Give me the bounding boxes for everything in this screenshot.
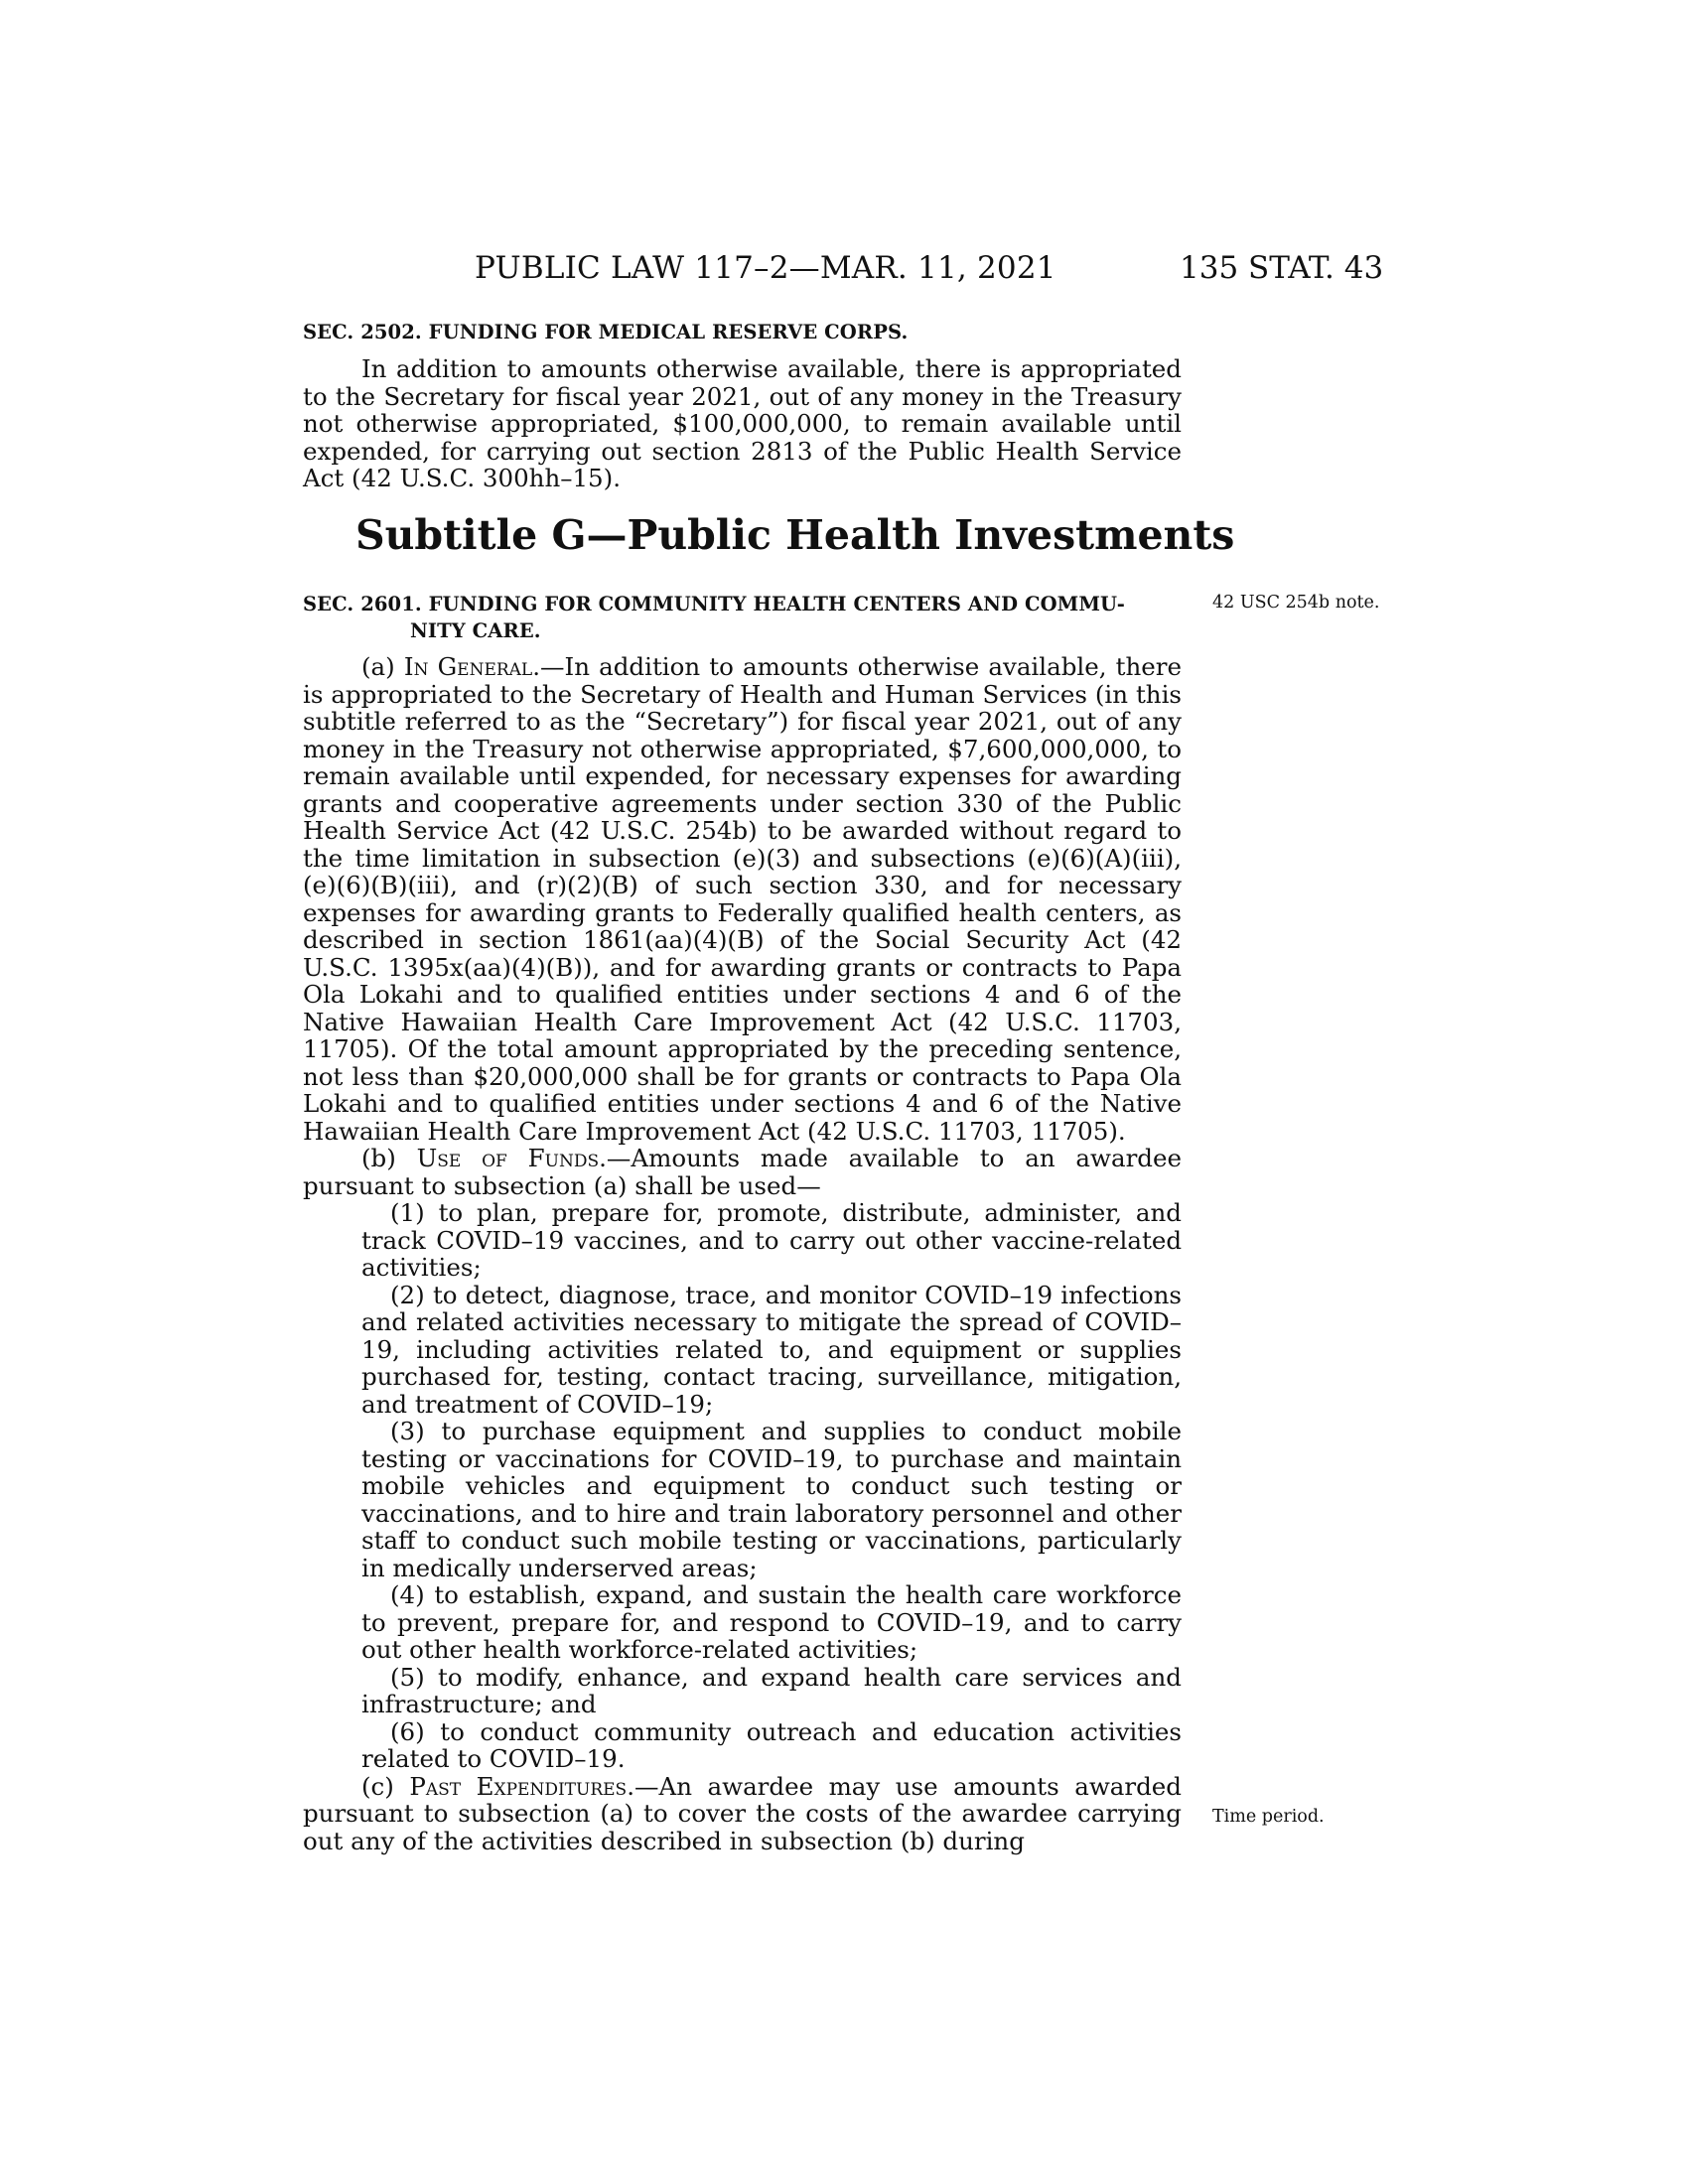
section-heading-line1: SEC. 2601. FUNDING FOR COMMUNITY HEALTH CENTERS AND COMMU- (303, 593, 1125, 615)
subsection-b: (b) Use of Funds.—Amounts made available to an awardee pursuant to subsection (a) shall be used— (303, 1144, 1182, 1200)
subsection-c-title: Past Expenditures (409, 1771, 628, 1801)
section-heading (303, 591, 1182, 644)
subsection-b-title: Use of Funds (416, 1144, 600, 1172)
paragraph-item-4: (4) to establish, expand, and sustain the health care workforce to prevent, prepare for, and respond to COVID–19, and to carry out other health workforce-related activities; (361, 1580, 1182, 1664)
subsection-c-text: An awardee may use amounts awarded pursuant to subsection (a) to cover the costs of the awardee carrying out any of the activities described in subsection (b) during (303, 1771, 1182, 1855)
paragraph-item-2: (2) to detect, diagnose, trace, and monitor COVID–19 infections and related activities necessary to mitigate the spread of COVID–19, including activities related to, and equipment or supplies purchased for, testing, contact tracing, surveillance, mitigation, and treatment of COVID–19; (361, 1280, 1182, 1419)
section-2502 (303, 319, 1182, 492)
paragraph-item-1: (1) to plan, prepare for, promote, distribute, administer, and track COVID–19 vaccines, and to carry out other vaccine-related activities; (361, 1198, 1182, 1282)
paragraph-item-5: (5) to modify, enhance, and expand health care services and infrastructure; and (361, 1662, 1182, 1718)
subsection-c-label: (c) (361, 1771, 394, 1801)
subtitle-heading: Subtitle G—Public Health Investments (355, 511, 1235, 559)
subsection-c: (c) Past Expenditures.—An awardee may use amounts awarded pursuant to subsection (a) to cover the costs of the awardee carrying out any of the activities described in subsection (b) during (303, 1771, 1182, 1855)
margin-note-usc: 42 USC 254b note. (1212, 593, 1380, 613)
paragraph-item-6: (6) to conduct community outreach and education activities related to COVID–19. (361, 1716, 1182, 1773)
section-heading-line2: NITY CARE. (410, 619, 541, 642)
section-paragraph: In addition to amounts otherwise available, there is appropriated to the Secretary for fiscal year 2021, out of any money in the Treasury not otherwise appropriated, $100,000,000, to remain available until expended, for carrying out section 2813 of the Public Health Service Act (42 U.S.C. 300hh–15). (303, 354, 1182, 492)
subsection-a-label: (a) (361, 652, 395, 681)
subsection-a-title: In General (403, 652, 533, 681)
subsection-b-label: (b) (361, 1144, 396, 1172)
margin-note-time-period: Time period. (1212, 1807, 1325, 1827)
subsection-a-text: In addition to amounts otherwise available, there is appropriated to the Secretary of Health and Human Services (in this subtitle referred to as the “Secretary”) for fiscal year 2021, out of any money in the Treasury not otherwise appropriated, $7,600,000,000, to remain available until expended, for necessary expenses for awarding grants and cooperative agreements under section 330 of the Public Health Service Act (42 U.S.C. 254b) to be awarded without regard to the time limitation in subsection (e)(3) and subsections (e)(6)(A)(iii), (e)(6)(B)(iii), and (r)(2)(B) of such section 330, and for necessary expenses for awarding grants to Federally qualified health centers, as described in section 1861(aa)(4)(B) of the Social Security Act (42 U.S.C. 1395x(aa)(4)(B)), and for awarding grants or contracts to Papa Ola Lokahi and to qualified entities under sections 4 and 6 of the Native Hawaiian Health Care Improvement Act (42 U.S.C. 11703, 11705). Of the total amount appropriated by the preceding sentence, not less than $20,000,000 shall be for grants or contracts to Papa Ola Lokahi and to qualified entities under sections 4 and 6 of the Native Hawaiian Health Care Improvement Act (42 U.S.C. 11703, 11705). (303, 652, 1182, 1146)
section-heading: SEC. 2502. FUNDING FOR MEDICAL RESERVE CORPS. (303, 321, 909, 343)
paragraph-item-3: (3) to purchase equipment and supplies to conduct mobile testing or vaccinations for COVID–19, to purchase and maintain mobile vehicles and equipment to conduct such testing or vaccinations, and to hire and train laboratory personnel and other staff to conduct such mobile testing or vaccinations, particularly in medically underserved areas; (361, 1417, 1182, 1582)
page-number: 135 STAT. 43 (1180, 250, 1384, 286)
section-2601 (303, 591, 1182, 1854)
running-head: PUBLIC LAW 117–2—MAR. 11, 2021 (475, 250, 1056, 286)
subsection-a: (a) In General.—In addition to amounts otherwise available, there is appropriated to the Secretary of Health and Human Services (in this subtitle referred to as the “Secretary”) for fiscal year 2021, out of any money in the Treasury not otherwise appropriated, $7,600,000,000, to remain available until expended, for necessary expenses for awarding grants and cooperative agreements under section 330 of the Public Health Service Act (42 U.S.C. 254b) to be awarded without regard to the time limitation in subsection (e)(3) and subsections (e)(6)(A)(iii), (e)(6)(B)(iii), and (r)(2)(B) of such section 330, and for necessary expenses for awarding grants to Federally qualified health centers, as described in section 1861(aa)(4)(B) of the Social Security Act (42 U.S.C. 1395x(aa)(4)(B)), and for awarding grants or contracts to Papa Ola Lokahi and to qualified entities under sections 4 and 6 of the Native Hawaiian Health Care Improvement Act (42 U.S.C. 11703, 11705). Of the total amount appropriated by the preceding sentence, not less than $20,000,000 shall be for grants or contracts to Papa Ola Lokahi and to qualified entities under sections 4 and 6 of the Native Hawaiian Health Care Improvement Act (42 U.S.C. 11703, 11705). (303, 652, 1182, 1146)
subsection-b-text: Amounts made available to an awardee pursuant to subsection (a) shall be used— (303, 1144, 1182, 1200)
